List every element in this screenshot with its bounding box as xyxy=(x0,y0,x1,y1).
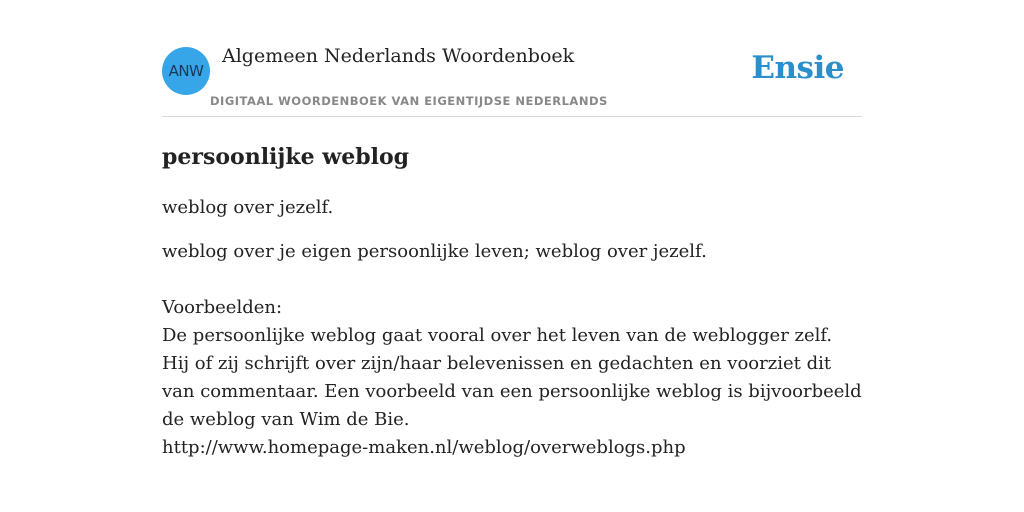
anw-logo[interactable] xyxy=(162,47,210,95)
logo-text: ANW xyxy=(168,62,204,80)
source-link[interactable]: http://www.homepage-maken.nl/weblog/overweblogs.php xyxy=(162,437,686,458)
example-text: De persoonlijke weblog gaat vooral over het leven van de weblogger zelf. Hij of zij schrijft over zijn/haar belevenissen en gedachten en voorziet dit van commentaar. Een voorbeeld van een persoonlijke weblog is bijvoorbeeld de weblog van Wim de Bie. xyxy=(162,325,862,430)
site-header xyxy=(162,0,862,117)
examples-section xyxy=(162,294,862,462)
entry-headword: persoonlijke weblog xyxy=(162,144,410,170)
short-definition: weblog over jezelf. xyxy=(162,197,334,218)
examples-label: Voorbeelden: xyxy=(162,297,283,318)
site-subtitle: DIGITAAL WOORDENBOEK VAN EIGENTIJDSE NEDERLANDS xyxy=(210,94,608,108)
entry-content xyxy=(162,117,862,462)
page-container xyxy=(162,0,862,462)
site-title[interactable]: Algemeen Nederlands Woordenboek xyxy=(222,45,575,67)
long-definition: weblog over je eigen persoonlijke leven; weblog over jezelf. xyxy=(162,241,707,262)
ensie-brand-logo[interactable]: Ensie xyxy=(751,50,844,86)
